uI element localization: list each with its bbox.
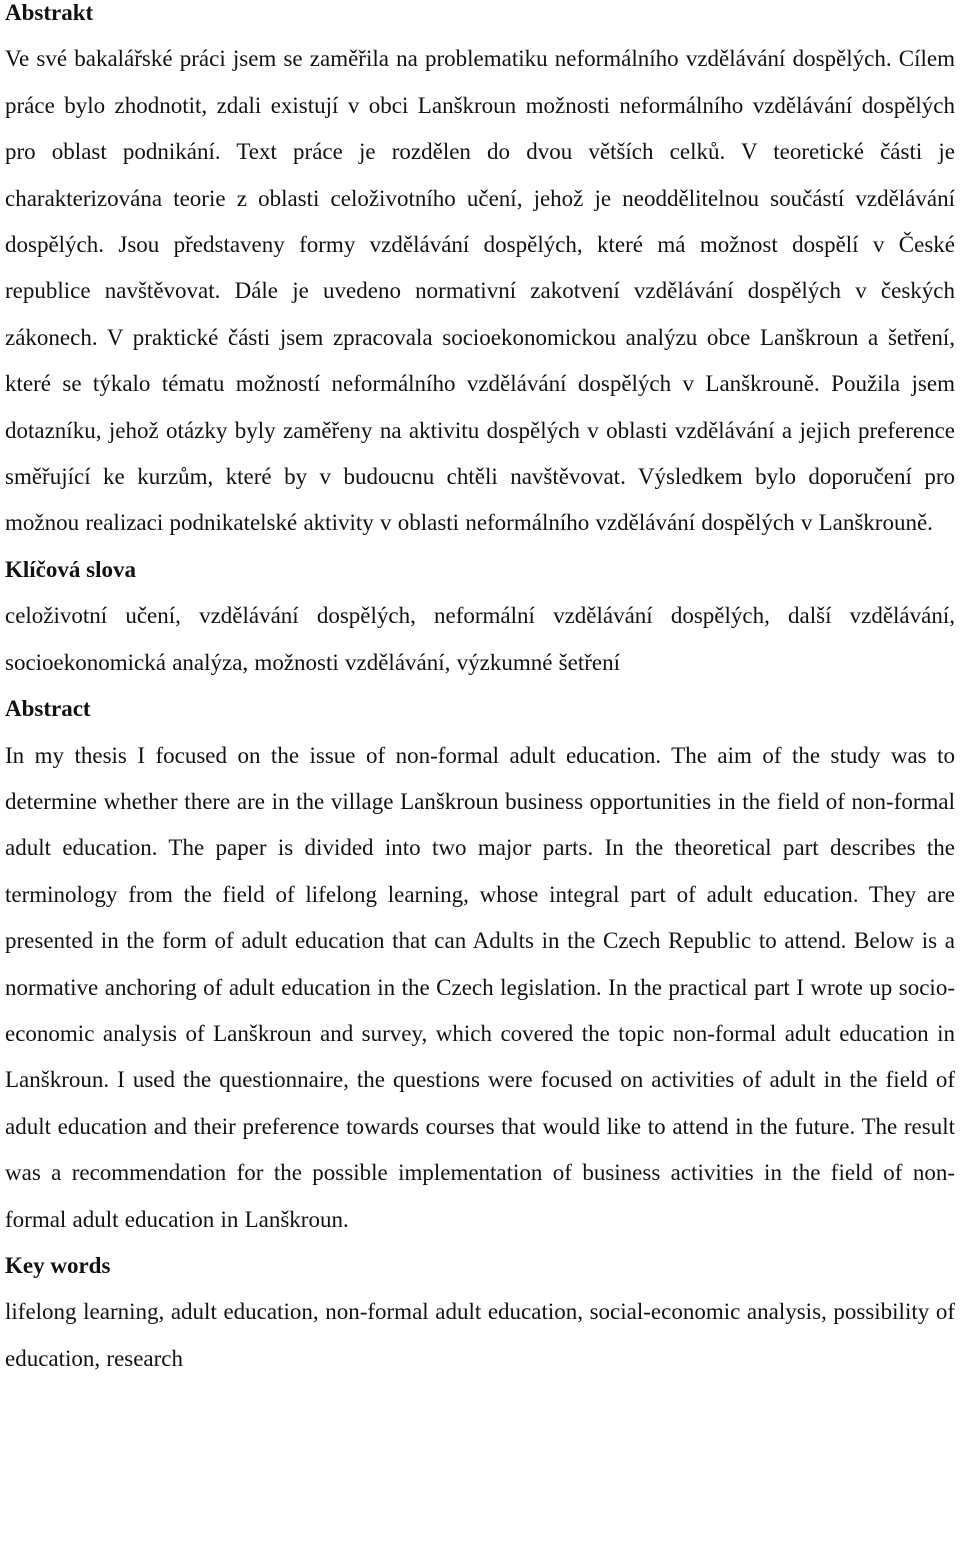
klicova-slova-text: celoživotní učení, vzdělávání dospělých, neformální vzdělávání dospělých, další vzdělávání, socioekonomická analýza, možnosti vzdělávání, výzkumné šetření	[5, 603, 955, 675]
document-page	[5, 0, 955, 1382]
abstract-text: In my thesis I focused on the issue of non-formal adult education. The aim of the study was to determine whether there are in the village Lanškroun business opportunities in the field of non-formal adult education. The paper is divided into two major parts. In the theoretical part describes the terminology from the field of lifelong learning, whose integral part of adult education. They are presented in the form of adult education that can Adults in the Czech Republic to attend. Below is a normative anchoring of adult education in the Czech legislation. In the practical part I wrote up socio-economic analysis of Lanškroun and survey, which covered the topic non-formal adult education in Lanškroun. I used the questionnaire, the questions were focused on activities of adult in the field of adult education and their preference towards courses that would like to attend in the future. The result was a recommendation for the possible implementation of business activities in the field of non-formal adult education in Lanškroun.	[5, 742, 955, 1232]
key-words-text: lifelong learning, adult education, non-formal adult education, social-economic analysis, possibility of education, research	[5, 1299, 955, 1371]
key-words-heading: Key words	[5, 1252, 111, 1278]
abstrakt-text: Ve své bakalářské práci jsem se zaměřila na problematiku neformálního vzdělávání dospělých. Cílem práce bylo zhodnotit, zdali existují v obci Lanškroun možnosti neformálního vzdělávání dospělých pro oblast podnikání. Text práce je rozdělen do dvou větších celků. V teoretické části je charakterizována teorie z oblasti celoživotního učení, jehož je neoddělitelnou součástí vzdělávání dospělých. Jsou představeny formy vzdělávání dospělých, které má možnost dospělí v České republice navštěvovat. Dále je uvedeno normativní zakotvení vzdělávání dospělých v českých zákonech. V praktické části jsem zpracovala socioekonomickou analýzu obce Lanškroun a šetření, které se týkalo tématu možností neformálního vzdělávání dospělých v Lanškrouně. Použila jsem dotazníku, jehož otázky byly zaměřeny na aktivitu dospělých v oblasti vzdělávání a jejich preference směřující ke kurzům, které by v budoucnu chtěli navštěvovat. Výsledkem bylo doporučení pro možnou realizaci podnikatelské aktivity v oblasti neformálního vzdělávání dospělých v Lanškrouně.	[5, 46, 955, 536]
klicova-slova-heading: Klíčová slova	[5, 556, 136, 582]
abstrakt-heading: Abstrakt	[5, 0, 94, 25]
abstract-heading: Abstract	[5, 696, 91, 722]
